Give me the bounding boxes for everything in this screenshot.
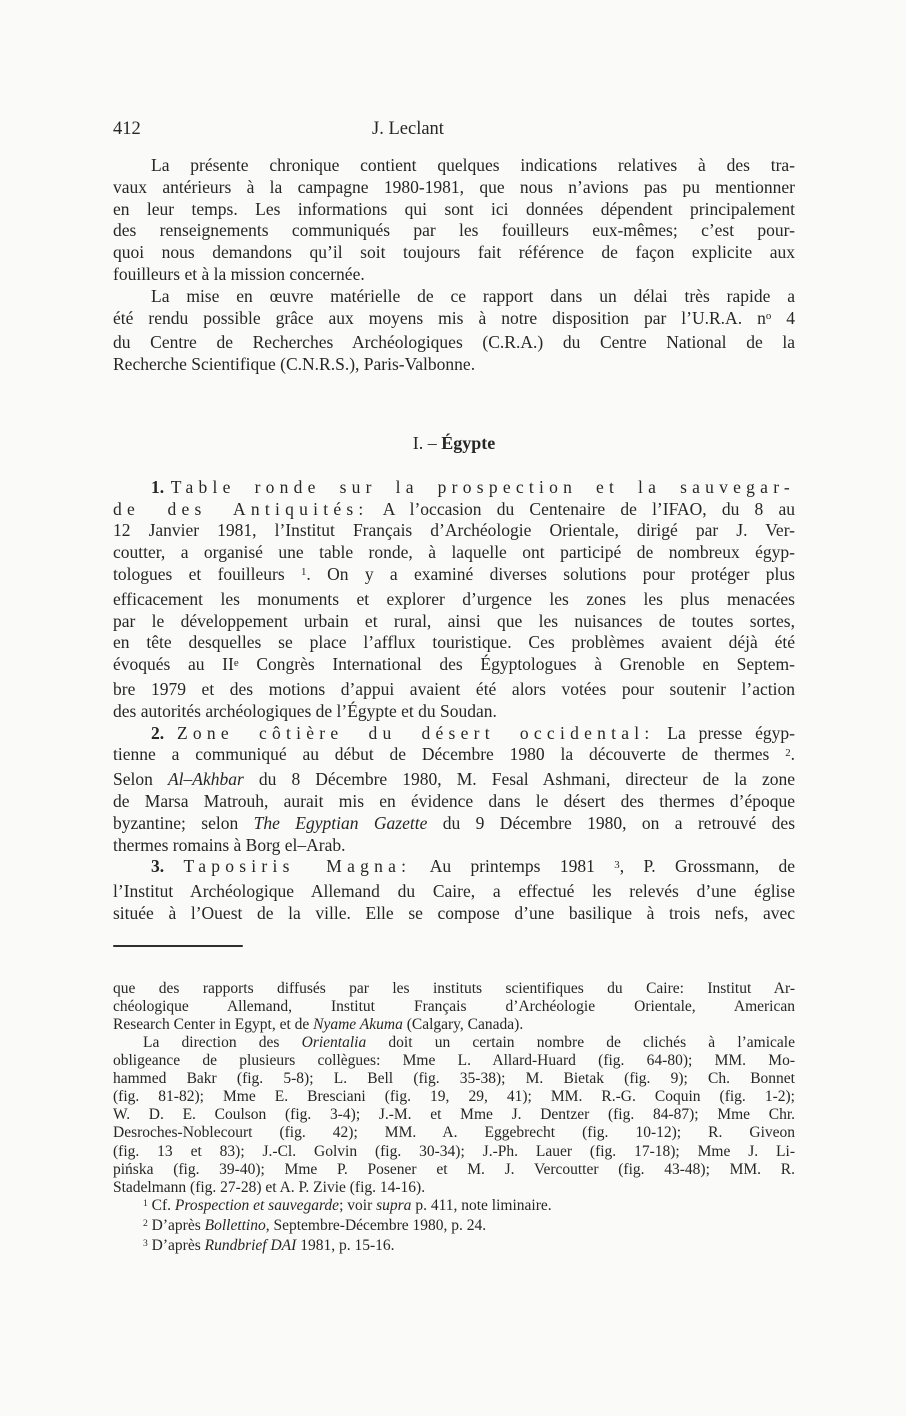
- text-segment: 1981, p. 15-16.: [296, 1237, 395, 1255]
- text-segment: Au printemps 1981: [411, 856, 615, 877]
- text-segment: obligeance de plusieurs collègues: Mme L. Allard-Huard (fig. 64-80); MM. Mo-: [113, 1052, 795, 1070]
- text-segment: hammed Bakr (fig. 5-8); L. Bell (fig. 35-38); M. Bietak (fig. 9); Ch. Bonnet: [113, 1070, 795, 1088]
- text-segment: été rendu possible grâce aux moyens mis à notre disposition par l’U.R.A. n: [113, 307, 766, 328]
- text-line: [113, 1217, 795, 1237]
- text-segment: des renseignements communiqués par les fouilleurs eux-mêmes; c’est pour-: [113, 220, 795, 241]
- text-segment: D’après: [147, 1237, 205, 1255]
- text-segment: Al–Akhbar: [167, 769, 244, 790]
- text-line: [113, 701, 795, 723]
- text-segment: du 9 Décembre 1980, on a retrouvé des: [427, 812, 796, 833]
- text-line: [113, 564, 795, 589]
- text-segment: W. D. E. Coulson (fig. 3-4); J.-M. et Mme J. Dentzer (fig. 84-87); Mme Chr.: [113, 1106, 795, 1124]
- text-segment: . On y a examiné diverses solutions pour protéger plus: [306, 563, 795, 584]
- text-segment: Prospection et sauvegarde: [174, 1196, 340, 1214]
- text-segment: [164, 856, 183, 876]
- text-segment: 3.: [151, 856, 165, 877]
- text-line: [113, 744, 795, 769]
- text-line: [113, 903, 795, 925]
- text-segment: D’après: [147, 1216, 205, 1234]
- text-line: [113, 980, 795, 998]
- text-line: [113, 177, 795, 199]
- text-line: [113, 791, 795, 813]
- text-line: [113, 264, 795, 286]
- text-line: [113, 1070, 795, 1088]
- text-segment: Égypte: [441, 432, 496, 453]
- text-segment: bre 1979 et des motions d’appui avaient été alors votées pour soutenir l’action: [113, 678, 795, 699]
- text-line: [113, 1197, 795, 1217]
- text-segment: du 8 Décembre 1980, M. Fesal Ashmani, directeur de la zone: [243, 769, 795, 790]
- text-line: [113, 632, 795, 654]
- text-segment: (fig. 81-82); Mme E. Bresciani (fig. 19, 29, 41); MM. R.-G. Coquin (fig. 1-2);: [113, 1088, 795, 1106]
- text-segment: La presse égyp-: [654, 722, 795, 743]
- text-segment: , P. Grossmann, de: [619, 856, 796, 877]
- text-line: [113, 654, 795, 679]
- text-segment: tienne a communiqué au début de Décembre 1980 la découverte de thermes: [113, 744, 786, 765]
- footnote-separator: [113, 945, 795, 948]
- text-segment: Bollettino: [204, 1216, 266, 1234]
- text-segment: l’Institut Archéologique Allemand du Caire, a effectué les relevés d’une église: [113, 881, 795, 902]
- text-line: [113, 1124, 795, 1142]
- item-2-zone-cotiere: [113, 723, 795, 857]
- text-segment: (Calgary, Canada).: [402, 1015, 524, 1033]
- text-segment: Zone côtière du désert occidental:: [176, 722, 655, 743]
- text-segment: chéologique Allemand, Institut Français d’Archéologie Orientale, American: [113, 997, 795, 1015]
- footnote-1: [113, 1197, 795, 1217]
- text-segment: [164, 477, 171, 497]
- text-segment: ; voir: [339, 1196, 377, 1214]
- text-line: [113, 286, 795, 308]
- text-segment: coutter, a organisé une table ronde, à laquelle ont participé de nombreux égyp-: [113, 542, 795, 563]
- text-segment: fouilleurs et à la mission concernée.: [113, 263, 365, 284]
- text-segment: de Marsa Matrouh, aurait mis en évidence dans le désert des thermes d’époque: [113, 790, 795, 811]
- text-line: [113, 856, 795, 881]
- text-line: [113, 1143, 795, 1161]
- text-segment: Taposiris Magna:: [183, 856, 412, 877]
- text-segment: 2.: [151, 722, 165, 743]
- text-line: [113, 520, 795, 542]
- intro-paragraph-1: [113, 155, 795, 286]
- text-segment: p. 411, note liminaire.: [411, 1196, 552, 1214]
- text-segment: Nyame Akuma: [313, 1015, 403, 1033]
- intro-paragraph-2: [113, 286, 795, 376]
- text-segment: La présente chronique contient quelques indications relatives à des tra-: [151, 155, 795, 175]
- text-segment: 4: [771, 307, 795, 328]
- text-segment: A l’occasion du Centenaire de l’IFAO, du 8 au: [368, 498, 795, 519]
- text-segment: Rundbrief DAI: [204, 1237, 297, 1255]
- text-segment: en tête desquelles se place l’afflux touristique. Ces problèmes avaient déjà été: [113, 632, 795, 653]
- footnote-continuation: [113, 980, 795, 1034]
- text-segment: 1.: [151, 476, 165, 497]
- text-segment: Stadelmann (fig. 27-28) et A. P. Zivie (fig. 14-16).: [113, 1178, 426, 1196]
- text-line: [113, 813, 795, 835]
- text-segment: supra: [376, 1196, 412, 1214]
- text-segment: par le développement urbain et rural, ainsi que les nuisances de toutes sortes,: [113, 610, 795, 631]
- text-line: [113, 199, 795, 221]
- footnote-3: [113, 1237, 795, 1257]
- text-segment: vaux antérieurs à la campagne 1980-1981, que nous n’avions pas pu mentionner: [113, 176, 795, 197]
- text-line: [113, 499, 795, 521]
- text-segment: 12 Janvier 1981, l’Institut Français d’Archéologie Orientale, dirigé par J. Ver-: [113, 520, 795, 541]
- text-line: [113, 354, 795, 376]
- superscript-marker: 2: [143, 1217, 148, 1229]
- text-line: [113, 1179, 795, 1197]
- text-segment: (fig. 13 et 83); J.-Cl. Golvin (fig. 30-34); J.-Ph. Lauer (fig. 17-18); Mme J. Li-: [113, 1142, 795, 1160]
- text-segment: efficacement les monuments et explorer d’urgence les zones les plus menacées: [113, 588, 795, 609]
- text-segment: Congrès International des Égyptologues à Grenoble en Septem-: [238, 654, 795, 675]
- text-line: [113, 308, 795, 333]
- text-segment: La direction des: [143, 1033, 302, 1051]
- text-line: [113, 1016, 795, 1034]
- text-line: [113, 769, 795, 791]
- item-3-taposiris-magna: [113, 856, 795, 924]
- superscript-marker: o: [765, 310, 772, 323]
- text-line: [113, 542, 795, 564]
- text-segment: Desroches-Noblecourt (fig. 42); MM. A. Eggebrecht (fig. 10-12); R. Giveon: [113, 1124, 795, 1142]
- text-segment: , Septembre-Décembre 1980, p. 24.: [265, 1216, 487, 1234]
- superscript-marker: 2: [785, 746, 791, 759]
- text-line: [113, 1088, 795, 1106]
- text-line: [113, 155, 795, 177]
- footnote-separator-line: [113, 945, 243, 948]
- text-segment: en leur temps. Les informations qui sont ici données dépendent principalement: [113, 198, 795, 219]
- text-line: [113, 1052, 795, 1070]
- footnote-credits: [113, 1034, 795, 1197]
- text-segment: thermes romains à Borg el–Arab.: [113, 834, 346, 855]
- text-segment: doit un certain nombre de clichés à l’amicale: [366, 1033, 795, 1051]
- text-line: [113, 1161, 795, 1179]
- text-segment: The Egyptian Gazette: [253, 812, 428, 833]
- superscript-marker: 3: [614, 858, 620, 871]
- text-segment: La mise en œuvre matérielle de ce rapport dans un délai très rapide a: [151, 285, 795, 306]
- text-line: [113, 998, 795, 1016]
- text-segment: Table ronde sur la prospection et la sauvegar-: [170, 476, 795, 497]
- text-segment: .: [790, 744, 795, 765]
- text-segment: de des Antiquités:: [113, 498, 369, 519]
- text-segment: Recherche Scientifique (C.N.R.S.), Paris-Valbonne.: [113, 354, 476, 375]
- text-segment: Orientalia: [301, 1033, 367, 1051]
- text-segment: des autorités archéologiques de l’Égypte et du Soudan.: [113, 700, 497, 721]
- text-segment: tologues et fouilleurs: [113, 563, 301, 584]
- item-1-table-ronde: [113, 477, 795, 723]
- text-column: [113, 118, 795, 1257]
- text-line: [113, 589, 795, 611]
- section-heading-egypte: [113, 433, 795, 455]
- text-line: [113, 723, 795, 745]
- text-segment: pińska (fig. 39-40); Mme P. Posener et M. J. Vercoutter (fig. 43-48); MM. R.: [113, 1160, 795, 1178]
- text-segment: que des rapports diffusés par les instituts scientifiques du Caire: Institut Ar-: [113, 979, 795, 997]
- superscript-marker: 1: [300, 566, 307, 579]
- text-line: [113, 242, 795, 264]
- page-number: 412: [113, 119, 141, 139]
- superscript-marker: 3: [143, 1237, 148, 1249]
- text-line: [113, 1106, 795, 1124]
- running-header: [113, 118, 795, 140]
- text-line: [113, 220, 795, 242]
- text-line: [113, 611, 795, 633]
- text-line: [113, 881, 795, 903]
- text-line: [113, 835, 795, 857]
- text-segment: quoi nous demandons qu’il soit toujours fait référence de façon explicite aux: [113, 242, 795, 263]
- superscript-marker: e: [233, 656, 239, 669]
- text-segment: I. –: [412, 432, 442, 453]
- text-segment: située à l’Ouest de la ville. Elle se compose d’une basilique à trois nefs, avec: [113, 902, 795, 923]
- text-segment: du Centre de Recherches Archéologiques (C.R.A.) du Centre National de la: [113, 332, 795, 353]
- content-root: [113, 155, 795, 1257]
- text-segment: [164, 723, 177, 743]
- text-segment: byzantine; selon: [113, 812, 254, 833]
- text-line: [113, 679, 795, 701]
- running-head-author: J. Leclant: [372, 119, 444, 139]
- text-segment: évoqués au II: [113, 654, 234, 675]
- footnote-2: [113, 1217, 795, 1237]
- text-segment: Selon: [113, 769, 168, 790]
- text-line: [113, 477, 795, 499]
- superscript-marker: 1: [143, 1197, 148, 1209]
- text-line: [113, 1237, 795, 1257]
- text-line: [113, 1034, 795, 1052]
- text-segment: Research Center in Egypt, et de: [113, 1015, 314, 1033]
- text-line: [113, 433, 795, 455]
- text-line: [113, 332, 795, 354]
- text-segment: Cf.: [147, 1196, 175, 1214]
